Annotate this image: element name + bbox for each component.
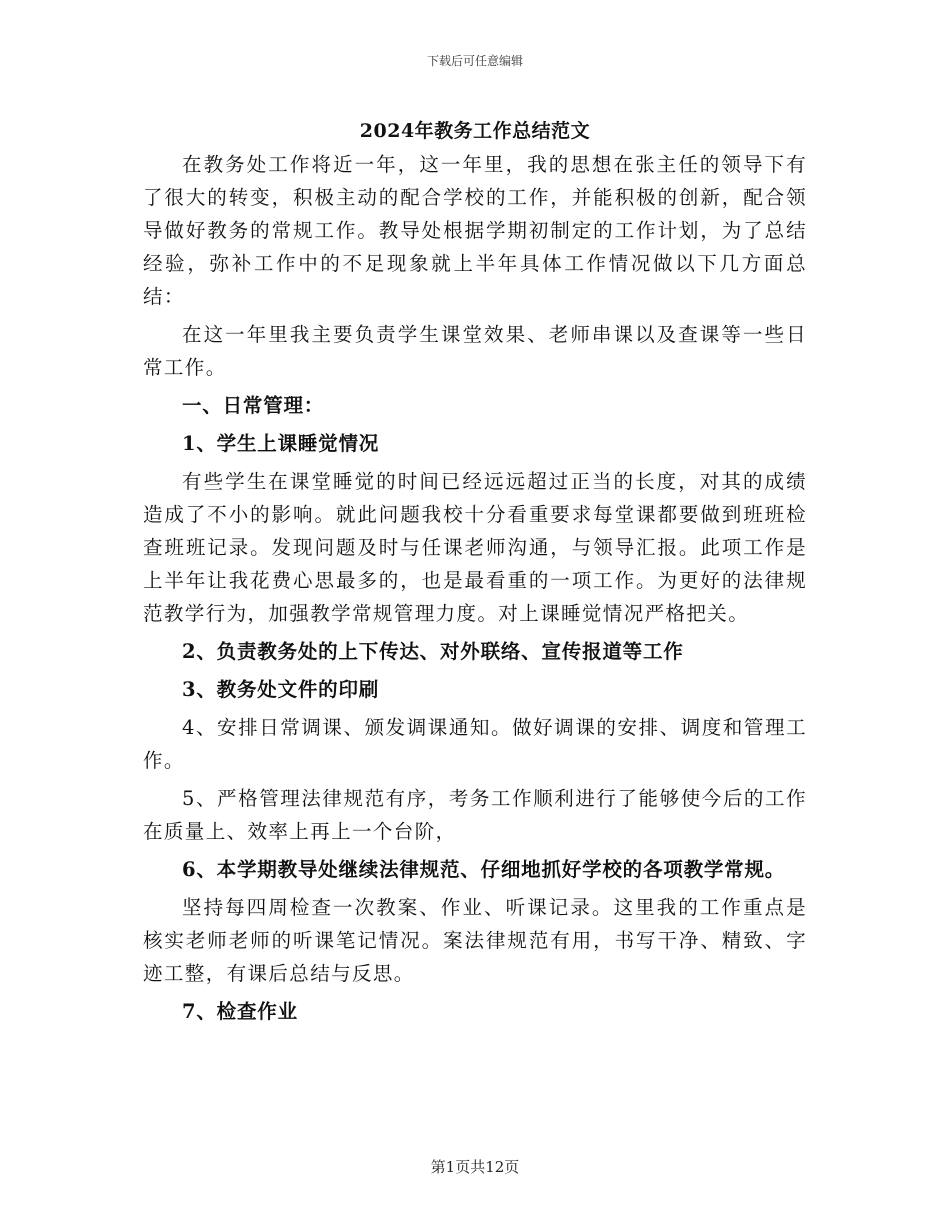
subheading-homework-check: 7、检查作业 — [182, 1000, 298, 1023]
subheading-teaching-routines: 6、本学期教导处继续法律规范、仔细地抓好学校的各项教学常规。 — [182, 858, 786, 881]
document-body — [143, 148, 807, 1033]
header-note: 下载后可任意编辑 — [426, 54, 523, 68]
document-title: 2024年教务工作总结范文 — [359, 120, 591, 142]
paragraph-inspection: 坚持每四周检查一次教案、作业、听课记录。这里我的工作重点是核实老师老师的听课笔记情况。案法律规范有用，书写干净、精致、字迹工整，有课后总结与反思。 — [143, 896, 807, 985]
section-heading-daily-management: 一、日常管理： — [182, 394, 325, 417]
paragraph-intro: 在教务处工作将近一年，这一年里，我的思想在张主任的领导下有了很大的转变，积极主动的配合学校的工作，并能积极的创新，配合领导做好教务的常规工作。教导处根据学期初制定的工作计划，为了总结经验，弥补工作中的不足现象就上半年具体工作情况做以下几方面总结： — [143, 153, 807, 308]
paragraph-exam-management: 5、严格管理法律规范有序，考务工作顺利进行了能够使今后的工作在质量上、效率上再上一个台阶， — [143, 787, 807, 843]
paragraph-schedule-changes: 4、安排日常调课、颁发调课通知。做好调课的安排、调度和管理工作。 — [143, 716, 807, 772]
paragraph-sleeping-in-class: 有些学生在课堂睡觉的时间已经远远超过正当的长度，对其的成绩造成了不小的影响。就此问题我校十分看重要求每堂课都要做到班班检查班班记录。发现问题及时与任课老师沟通，与领导汇报。此项工作是上半年让我花费心思最多的，也是最看重的一项工作。为更好的法律规范教学行为，加强教学常规管理力度。对上课睡觉情况严格把关。 — [143, 470, 807, 625]
paragraph-responsibilities: 在这一年里我主要负责学生课堂效果、老师串课以及查课等一些日常工作。 — [143, 323, 807, 379]
subheading-communication: 2、负责教务处的上下传达、对外联络、宣传报道等工作 — [182, 640, 684, 663]
subheading-sleeping-in-class: 1、学生上课睡觉情况 — [182, 432, 380, 455]
page-footer: 第1页共12页 — [430, 1158, 520, 1176]
subheading-printing: 3、教务处文件的印刷 — [182, 678, 380, 701]
